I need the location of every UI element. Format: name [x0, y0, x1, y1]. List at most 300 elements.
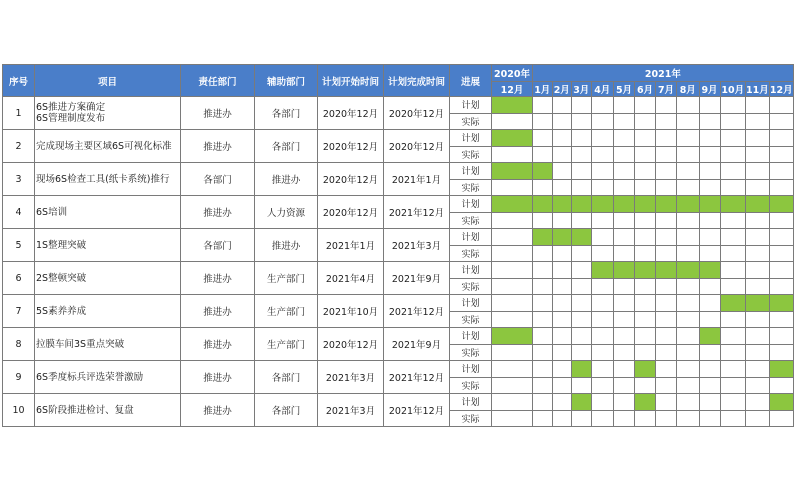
table-row	[3, 163, 794, 180]
gantt-cell	[677, 311, 700, 328]
row-owner: 各部门	[181, 229, 255, 262]
row-actual-label: 实际	[450, 344, 492, 361]
gantt-cell	[552, 344, 572, 361]
row-seq: 8	[3, 328, 35, 361]
row-assist: 推进办	[255, 229, 318, 262]
gantt-cell	[591, 410, 614, 427]
gantt-cell	[552, 278, 572, 295]
gantt-cell	[746, 410, 770, 427]
gantt-cell	[591, 328, 614, 345]
plan-bar-cell	[769, 394, 793, 411]
row-assist: 各部门	[255, 394, 318, 427]
gantt-cell	[591, 295, 614, 312]
gantt-cell	[591, 311, 614, 328]
row-seq: 2	[3, 130, 35, 163]
row-plan-label: 计划	[450, 97, 492, 114]
gantt-cell	[677, 344, 700, 361]
row-actual-label: 实际	[450, 410, 492, 427]
gantt-cell	[720, 179, 746, 196]
plan-bar-cell	[533, 229, 553, 246]
gantt-cell	[591, 163, 614, 180]
plan-bar-cell	[699, 262, 720, 279]
header-month: 7月	[656, 82, 677, 97]
row-project: 2S整顿突破	[35, 262, 181, 295]
header-month: 11月	[746, 82, 770, 97]
row-assist: 各部门	[255, 361, 318, 394]
gantt-cell	[677, 328, 700, 345]
gantt-cell	[591, 229, 614, 246]
row-actual-label: 实际	[450, 245, 492, 262]
gantt-cell	[635, 130, 656, 147]
gantt-cell	[769, 113, 793, 130]
gantt-cell	[769, 130, 793, 147]
row-project: 1S整理突破	[35, 229, 181, 262]
gantt-cell	[720, 229, 746, 246]
gantt-cell	[614, 163, 635, 180]
plan-bar-cell	[492, 196, 533, 213]
row-seq: 9	[3, 361, 35, 394]
row-assist: 推进办	[255, 163, 318, 196]
plan-bar-cell	[572, 361, 592, 378]
header-month: 6月	[635, 82, 656, 97]
gantt-cell	[572, 410, 592, 427]
gantt-cell	[677, 229, 700, 246]
gantt-cell	[769, 245, 793, 262]
gantt-cell	[591, 278, 614, 295]
gantt-cell	[614, 229, 635, 246]
gantt-cell	[572, 130, 592, 147]
row-plan-start: 2020年12月	[318, 196, 384, 229]
gantt-cell	[635, 377, 656, 394]
gantt-cell	[533, 394, 553, 411]
gantt-cell	[677, 278, 700, 295]
row-plan-start: 2020年12月	[318, 328, 384, 361]
plan-bar-cell	[656, 196, 677, 213]
gantt-cell	[635, 278, 656, 295]
gantt-cell	[591, 146, 614, 163]
row-owner: 推进办	[181, 97, 255, 130]
gantt-cell	[552, 328, 572, 345]
gantt-cell	[656, 179, 677, 196]
table-row	[3, 328, 794, 345]
row-actual-label: 实际	[450, 311, 492, 328]
gantt-cell	[699, 179, 720, 196]
gantt-cell	[769, 278, 793, 295]
plan-bar-cell	[591, 196, 614, 213]
gantt-cell	[492, 278, 533, 295]
plan-bar-cell	[677, 196, 700, 213]
gantt-cell	[656, 311, 677, 328]
gantt-cell	[533, 262, 553, 279]
header-month: 2月	[552, 82, 572, 97]
gantt-cell	[699, 344, 720, 361]
gantt-cell	[635, 229, 656, 246]
gantt-cell	[656, 212, 677, 229]
gantt-cell	[677, 130, 700, 147]
gantt-cell	[720, 377, 746, 394]
gantt-cell	[677, 97, 700, 114]
gantt-cell	[533, 245, 553, 262]
gantt-cell	[572, 113, 592, 130]
gantt-cell	[533, 212, 553, 229]
table-row	[3, 196, 794, 213]
gantt-cell	[614, 179, 635, 196]
gantt-cell	[656, 410, 677, 427]
table-row	[3, 97, 794, 114]
gantt-cell	[533, 130, 553, 147]
gantt-cell	[614, 97, 635, 114]
gantt-cell	[635, 311, 656, 328]
gantt-cell	[656, 328, 677, 345]
plan-bar-cell	[614, 262, 635, 279]
plan-bar-cell	[492, 328, 533, 345]
gantt-cell	[769, 410, 793, 427]
row-seq: 4	[3, 196, 35, 229]
gantt-cell	[572, 262, 592, 279]
plan-bar-cell	[699, 196, 720, 213]
gantt-cell	[720, 113, 746, 130]
plan-bar-cell	[533, 196, 553, 213]
gantt-cell	[614, 394, 635, 411]
plan-bar-cell	[614, 196, 635, 213]
gantt-cell	[614, 377, 635, 394]
gantt-cell	[614, 278, 635, 295]
gantt-cell	[492, 113, 533, 130]
row-project: 6S季度标兵评选荣誉激励	[35, 361, 181, 394]
gantt-cell	[492, 245, 533, 262]
gantt-cell	[533, 97, 553, 114]
gantt-cell	[720, 245, 746, 262]
gantt-cell	[591, 344, 614, 361]
gantt-cell	[769, 328, 793, 345]
gantt-cell	[746, 328, 770, 345]
row-owner: 各部门	[181, 163, 255, 196]
table-row	[3, 262, 794, 279]
gantt-cell	[699, 113, 720, 130]
row-actual-label: 实际	[450, 113, 492, 130]
header-owner: 责任部门	[181, 65, 255, 97]
header-month: 12月	[769, 82, 793, 97]
gantt-cell	[677, 377, 700, 394]
row-assist: 各部门	[255, 130, 318, 163]
gantt-cell	[591, 394, 614, 411]
row-seq: 5	[3, 229, 35, 262]
gantt-cell	[656, 146, 677, 163]
plan-bar-cell	[533, 163, 553, 180]
gantt-cell	[769, 377, 793, 394]
row-plan-start: 2020年12月	[318, 163, 384, 196]
gantt-cell	[614, 410, 635, 427]
plan-bar-cell	[572, 394, 592, 411]
gantt-cell	[492, 361, 533, 378]
gantt-cell	[677, 410, 700, 427]
gantt-cell	[614, 245, 635, 262]
row-plan-end: 2021年9月	[384, 262, 450, 295]
gantt-cell	[746, 130, 770, 147]
header-month: 9月	[699, 82, 720, 97]
gantt-cell	[656, 245, 677, 262]
gantt-cell	[720, 394, 746, 411]
row-plan-label: 计划	[450, 163, 492, 180]
row-plan-start: 2021年1月	[318, 229, 384, 262]
row-plan-label: 计划	[450, 196, 492, 213]
row-owner: 推进办	[181, 130, 255, 163]
gantt-cell	[591, 377, 614, 394]
gantt-cell	[552, 245, 572, 262]
gantt-cell	[656, 97, 677, 114]
gantt-cell	[699, 410, 720, 427]
gantt-cell	[552, 113, 572, 130]
row-project: 6S阶段推进检讨、复盘	[35, 394, 181, 427]
gantt-cell	[677, 361, 700, 378]
gantt-cell	[635, 295, 656, 312]
row-seq: 3	[3, 163, 35, 196]
row-seq: 7	[3, 295, 35, 328]
gantt-cell	[572, 146, 592, 163]
gantt-cell	[699, 130, 720, 147]
gantt-cell	[656, 113, 677, 130]
gantt-cell	[656, 130, 677, 147]
gantt-cell	[533, 361, 553, 378]
gantt-cell	[614, 113, 635, 130]
gantt-cell	[591, 212, 614, 229]
gantt-cell	[614, 130, 635, 147]
row-assist: 各部门	[255, 97, 318, 130]
plan-bar-cell	[492, 97, 533, 114]
header-plan-end: 计划完成时间	[384, 65, 450, 97]
gantt-cell	[492, 394, 533, 411]
row-project: 现场6S检查工具(纸卡系统)推行	[35, 163, 181, 196]
row-project: 5S素养养成	[35, 295, 181, 328]
gantt-cell	[533, 146, 553, 163]
gantt-cell	[699, 295, 720, 312]
plan-bar-cell	[769, 295, 793, 312]
gantt-cell	[656, 361, 677, 378]
header-plan-start: 计划开始时间	[318, 65, 384, 97]
gantt-cell	[492, 377, 533, 394]
gantt-cell	[635, 212, 656, 229]
row-seq: 1	[3, 97, 35, 130]
gantt-cell	[746, 361, 770, 378]
row-plan-label: 计划	[450, 262, 492, 279]
row-owner: 推进办	[181, 361, 255, 394]
gantt-cell	[572, 344, 592, 361]
gantt-cell	[614, 146, 635, 163]
row-project: 6S培训	[35, 196, 181, 229]
gantt-cell	[492, 146, 533, 163]
row-actual-label: 实际	[450, 377, 492, 394]
gantt-cell	[552, 311, 572, 328]
gantt-cell	[746, 262, 770, 279]
row-seq: 6	[3, 262, 35, 295]
row-plan-start: 2021年10月	[318, 295, 384, 328]
row-assist: 人力资源	[255, 196, 318, 229]
gantt-cell	[552, 212, 572, 229]
gantt-cell	[746, 229, 770, 246]
plan-bar-cell	[746, 196, 770, 213]
table-row	[3, 229, 794, 246]
header-seq: 序号	[3, 65, 35, 97]
gantt-cell	[769, 262, 793, 279]
row-plan-end: 2021年9月	[384, 328, 450, 361]
plan-bar-cell	[746, 295, 770, 312]
plan-bar-cell	[635, 262, 656, 279]
gantt-cell	[720, 328, 746, 345]
gantt-cell	[769, 212, 793, 229]
plan-bar-cell	[572, 229, 592, 246]
gantt-cell	[746, 146, 770, 163]
row-actual-label: 实际	[450, 179, 492, 196]
gantt-cell	[572, 212, 592, 229]
gantt-cell	[720, 311, 746, 328]
row-plan-end: 2021年12月	[384, 394, 450, 427]
gantt-cell	[720, 410, 746, 427]
row-plan-end: 2020年12月	[384, 130, 450, 163]
header-month: 5月	[614, 82, 635, 97]
plan-bar-cell	[492, 163, 533, 180]
row-actual-label: 实际	[450, 146, 492, 163]
header-project: 项目	[35, 65, 181, 97]
gantt-cell	[572, 245, 592, 262]
gantt-cell	[656, 278, 677, 295]
gantt-cell	[769, 344, 793, 361]
gantt-cell	[591, 179, 614, 196]
gantt-cell	[769, 179, 793, 196]
gantt-cell	[699, 146, 720, 163]
gantt-cell	[591, 97, 614, 114]
gantt-cell	[552, 130, 572, 147]
gantt-cell	[492, 311, 533, 328]
header-year-2021: 2021年	[533, 65, 794, 82]
gantt-cell	[746, 163, 770, 180]
gantt-cell	[533, 377, 553, 394]
header-month: 4月	[591, 82, 614, 97]
row-plan-label: 计划	[450, 394, 492, 411]
plan-bar-cell	[552, 229, 572, 246]
gantt-cell	[614, 328, 635, 345]
gantt-cell	[572, 278, 592, 295]
gantt-cell	[533, 410, 553, 427]
header-month: 12月	[492, 82, 533, 97]
gantt-cell	[677, 394, 700, 411]
gantt-cell	[635, 344, 656, 361]
gantt-cell	[720, 262, 746, 279]
gantt-cell	[572, 311, 592, 328]
gantt-cell	[552, 163, 572, 180]
row-owner: 推进办	[181, 328, 255, 361]
row-actual-label: 实际	[450, 278, 492, 295]
gantt-cell	[552, 295, 572, 312]
gantt-cell	[677, 245, 700, 262]
plan-bar-cell	[591, 262, 614, 279]
schedule-table	[2, 64, 794, 427]
gantt-cell	[699, 245, 720, 262]
gantt-cell	[635, 179, 656, 196]
row-plan-start: 2021年3月	[318, 394, 384, 427]
gantt-cell	[677, 113, 700, 130]
row-plan-start: 2021年4月	[318, 262, 384, 295]
row-plan-label: 计划	[450, 361, 492, 378]
row-plan-start: 2021年3月	[318, 361, 384, 394]
gantt-cell	[746, 212, 770, 229]
row-plan-start: 2020年12月	[318, 97, 384, 130]
row-plan-label: 计划	[450, 130, 492, 147]
gantt-cell	[533, 113, 553, 130]
gantt-cell	[552, 262, 572, 279]
gantt-cell	[591, 361, 614, 378]
gantt-cell	[552, 179, 572, 196]
gantt-cell	[552, 377, 572, 394]
gantt-cell	[677, 212, 700, 229]
gantt-cell	[492, 344, 533, 361]
row-assist: 生产部门	[255, 328, 318, 361]
table-row	[3, 361, 794, 378]
row-owner: 推进办	[181, 295, 255, 328]
gantt-cell	[572, 295, 592, 312]
table-row	[3, 394, 794, 411]
plan-bar-cell	[769, 196, 793, 213]
gantt-cell	[677, 163, 700, 180]
row-plan-end: 2021年3月	[384, 229, 450, 262]
header-month: 3月	[572, 82, 592, 97]
gantt-cell	[572, 97, 592, 114]
gantt-cell	[552, 361, 572, 378]
gantt-cell	[699, 377, 720, 394]
gantt-cell	[677, 295, 700, 312]
gantt-cell	[769, 229, 793, 246]
plan-bar-cell	[572, 196, 592, 213]
header-month: 10月	[720, 82, 746, 97]
plan-bar-cell	[635, 394, 656, 411]
gantt-cell	[552, 410, 572, 427]
row-plan-end: 2021年12月	[384, 361, 450, 394]
gantt-cell	[635, 97, 656, 114]
table-row	[3, 295, 794, 312]
gantt-cell	[746, 245, 770, 262]
gantt-cell	[769, 311, 793, 328]
gantt-cell	[635, 328, 656, 345]
gantt-cell	[699, 394, 720, 411]
gantt-cell	[591, 113, 614, 130]
gantt-cell	[533, 311, 553, 328]
plan-bar-cell	[492, 130, 533, 147]
plan-bar-cell	[635, 196, 656, 213]
gantt-cell	[746, 179, 770, 196]
row-assist: 生产部门	[255, 262, 318, 295]
row-project: 拉膜车间3S重点突破	[35, 328, 181, 361]
gantt-cell	[699, 97, 720, 114]
row-assist: 生产部门	[255, 295, 318, 328]
row-plan-start: 2020年12月	[318, 130, 384, 163]
gantt-cell	[656, 295, 677, 312]
gantt-cell	[614, 295, 635, 312]
gantt-cell	[699, 212, 720, 229]
gantt-cell	[492, 410, 533, 427]
row-plan-label: 计划	[450, 229, 492, 246]
gantt-cell	[492, 212, 533, 229]
gantt-cell	[572, 377, 592, 394]
gantt-cell	[746, 113, 770, 130]
table-row	[3, 130, 794, 147]
gantt-cell	[635, 245, 656, 262]
gantt-cell	[635, 410, 656, 427]
header-year-2020: 2020年	[492, 65, 533, 82]
gantt-cell	[533, 278, 553, 295]
gantt-cell	[746, 97, 770, 114]
gantt-cell	[591, 130, 614, 147]
plan-bar-cell	[635, 361, 656, 378]
gantt-cell	[533, 328, 553, 345]
